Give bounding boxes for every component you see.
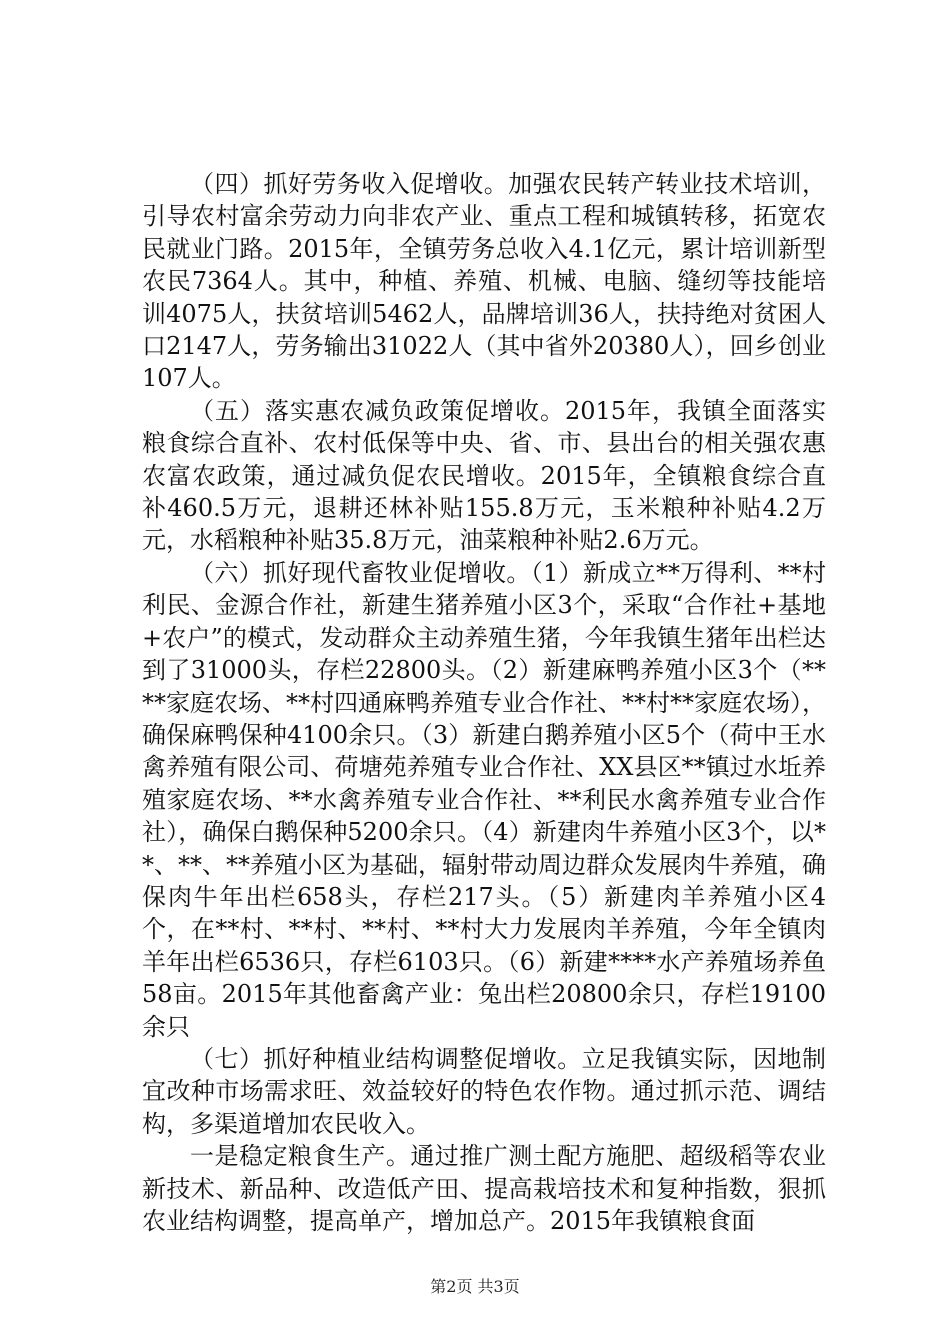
paragraph-livestock: （六）抓好现代畜牧业促增收。（1）新成立**万得利、**村利民、金源合作社，新建生猪养殖小区3个，采取“合作社+基地+农户”的模式，发动群众主动养殖生猪，今年我镇生猪年出栏达到了31000头，存栏22800头。（2）新建麻鸭养殖小区3个（****家庭农场、**村四通麻鸭养殖专业合作社、**村**家庭农场），确保麻鸭保种4100余只。（3）新建白鹅养殖小区5个（荷中王水禽养殖有限公司、荷塘苑养殖专业合作社、XX县区**镇过水坵养殖家庭农场、**水禽养殖专业合作社、**利民水禽养殖专业合作社），确保白鹅保种5200余只。（4）新建肉牛养殖小区3个，以**、**、**养殖小区为基础，辐射带动周边群众发展肉牛养殖，确保肉牛年出栏658头，存栏217头。（5）新建肉羊养殖小区4个，在**村、**村、**村、**村大力发展肉羊养殖，今年全镇肉羊年出栏6536只，存栏6103只。（6）新建****水产养殖场养鱼58亩。2015年其他畜禽产业：兔出栏20800余只，存栏19100余只: [142, 558, 826, 1041]
paragraph-grain-production: 一是稳定粮食生产。通过推广测土配方施肥、超级稻等农业新技术、新品种、改造低产田、提高栽培技术和复种指数，狠抓农业结构调整，提高单产，增加总产。2015年我镇粮食面: [142, 1142, 826, 1235]
paragraph-farm-subsidy: （五）落实惠农减负政策促增收。2015年，我镇全面落实粮食综合直补、农村低保等中央、省、市、县出台的相关强农惠农富农政策，通过减负促农民增收。2015年，全镇粮食综合直补460.5万元，退耕还林补贴155.8万元，玉米粮种补贴4.2万元，水稻粮种补贴35.8万元，油菜粮种补贴2.6万元。: [142, 396, 826, 555]
page-footer: 第2页 共3页: [430, 1277, 520, 1296]
document-body: [142, 168, 826, 1237]
paragraph-labor-income: （四）抓好劳务收入促增收。加强农民转产转业技术培训，引导农村富余劳动力向非农产业、重点工程和城镇转移，拓宽农民就业门路。2015年，全镇劳务总收入4.1亿元，累计培训新型农民7364人。其中，种植、养殖、机械、电脑、缝纫等技能培训4075人，扶贫培训5462人，品牌培训36人，扶持绝对贫困人口2147人，劳务输出31022人（其中省外20380人），回乡创业107人。: [142, 170, 826, 393]
paragraph-planting-structure: （七）抓好种植业结构调整促增收。立足我镇实际，因地制宜改种市场需求旺、效益较好的特色农作物。通过抓示范、调结构，多渠道增加农民收入。: [142, 1044, 826, 1138]
